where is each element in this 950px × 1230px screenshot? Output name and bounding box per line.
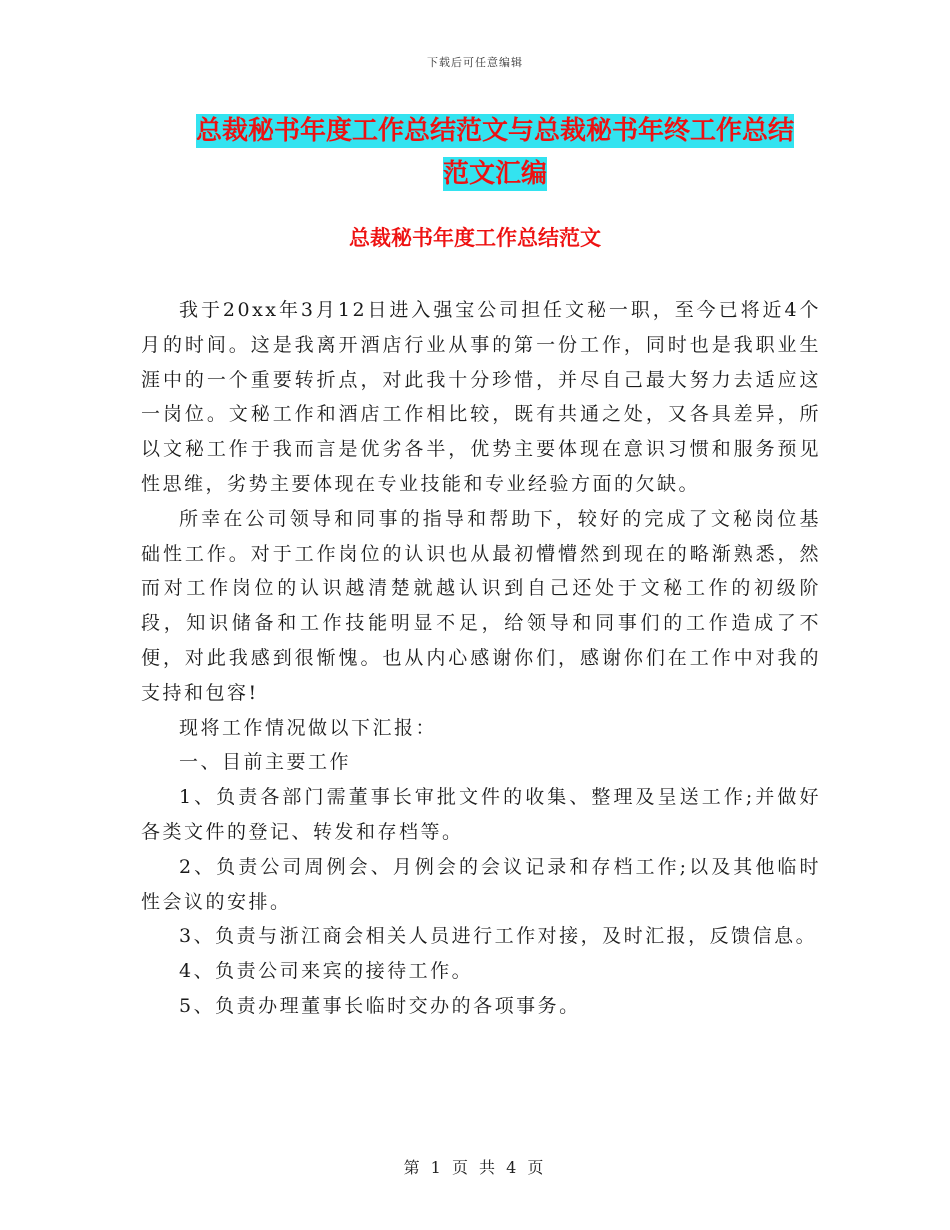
list-item-1: 1、负责各部门需董事长审批文件的收集、整理及呈送工作;并做好各类文件的登记、转发和存档等。 [141,786,821,843]
paragraph-report-lead: 现将工作情况做以下汇报： [179,716,438,739]
list-item-3: 3、负责与浙江商会相关人员进行工作对接，及时汇报，反馈信息。 [179,925,818,948]
list-item-4: 4、负责公司来宾的接待工作。 [179,960,474,983]
header-note: 下载后可任意编辑 [427,56,523,69]
document-title-line2: 范文汇编 [442,159,547,189]
page-number-footer: 第 1 页 共 4 页 [403,1158,547,1177]
section-title: 总裁秘书年度工作总结范文 [349,226,601,250]
document-title-line1: 总裁秘书年度工作总结范文与总裁秘书年终工作总结 [195,116,794,146]
paragraph-thanks: 所幸在公司领导和同事的指导和帮助下，较好的完成了文秘岗位基础性工作。对于工作岗位的认识也从最初懵懵然到现在的略渐熟悉，然而对工作岗位的认识越清楚就越认识到自己还处于文秘工作的初级阶段，知识储备和工作技能明显不足，给领导和同事们的工作造成了不便，对此我感到很惭愧。也从内心感谢你们，感谢你们在工作中对我的支持和包容! [141,507,821,704]
list-item-2: 2、负责公司周例会、月例会的会议记录和存档工作;以及其他临时性会议的安排。 [141,855,821,913]
document-title [140,110,850,196]
document-body [141,293,821,1024]
paragraph-heading-main-work: 一、目前主要工作 [179,751,352,774]
list-item-5: 5、负责办理董事长临时交办的各项事务。 [179,994,581,1017]
paragraph-intro: 我于20xx年3月12日进入强宝公司担任文秘一职，至今已将近4个月的时间。这是我离开酒店行业从事的第一份工作，同时也是我职业生涯中的一个重要转折点，对此我十分珍惜，并尽自己最大努力去适应这一岗位。文秘工作和酒店工作相比较，既有共通之处，又各具差异，所以文秘工作于我而言是优劣各半，优势主要体现在意识习惯和服务预见性思维，劣势主要体现在专业技能和专业经验方面的欠缺。 [141,299,821,495]
